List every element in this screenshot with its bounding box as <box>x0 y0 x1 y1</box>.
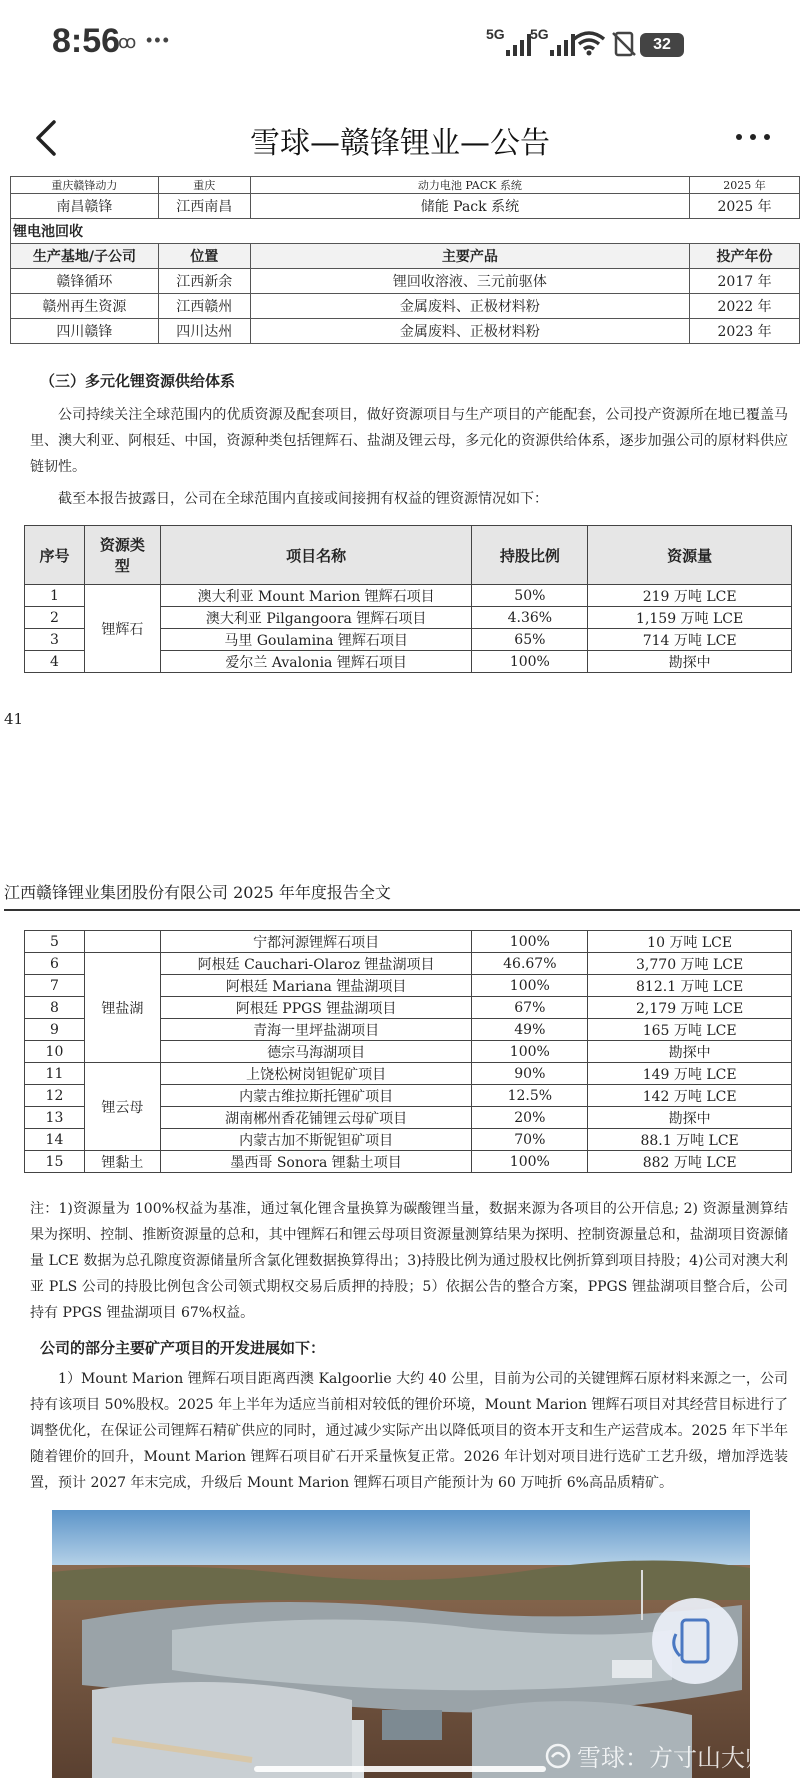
table-cell: 内蒙古维拉斯托锂矿项目 <box>160 1085 472 1107</box>
table-cell: 勘探中 <box>588 651 792 673</box>
table-cell: 2 <box>25 607 85 629</box>
table-cell: 13 <box>25 1107 85 1129</box>
table-cell: 2022 年 <box>690 294 800 319</box>
column-header: 主要产品 <box>250 244 689 269</box>
wifi-icon <box>572 30 606 56</box>
table-cell: 9 <box>25 1019 85 1041</box>
battery-icon: 32 <box>640 33 684 57</box>
resource-type-cell: 锂辉石 <box>84 585 160 673</box>
table-cell: 100% <box>472 1151 588 1173</box>
table-cell: 15 <box>25 1151 85 1173</box>
column-header: 项目名称 <box>160 526 472 585</box>
table-header-row <box>25 526 792 585</box>
table-cell: 149 万吨 LCE <box>588 1063 792 1085</box>
table-cell: 湖南郴州香花铺锂云母矿项目 <box>160 1107 472 1129</box>
table-row <box>25 1151 792 1173</box>
table-cell: 内蒙古加不斯铌钽矿项目 <box>160 1129 472 1151</box>
table-cell: 爱尔兰 Avalonia 锂辉石项目 <box>160 651 472 673</box>
table-cell: 11 <box>25 1063 85 1085</box>
table-cell: 马里 Goulamina 锂辉石项目 <box>160 629 472 651</box>
resource-table <box>24 525 792 673</box>
table-cell: 7 <box>25 975 85 997</box>
table-cell: 12 <box>25 1085 85 1107</box>
table-cell: 3 <box>25 629 85 651</box>
table-cell: 阿根廷 PPGS 锂盐湖项目 <box>160 997 472 1019</box>
resource-type-cell: 锂黏土 <box>84 1151 160 1173</box>
table-cell: 49% <box>472 1019 588 1041</box>
table-cell: 6 <box>25 953 85 975</box>
column-header: 位置 <box>158 244 250 269</box>
table-row <box>11 319 800 344</box>
table-row <box>11 269 800 294</box>
paragraph: 公司持续关注全球范围内的优质资源及配套项目，做好资源项目与生产项目的产能配套，公司投产资源所在地已覆盖马里、澳大利亚、阿根廷、中国，资源种类包括锂辉石、盐湖及锂云母，多元化的资源供给体系，逐步加强公司的原材料供应链韧性。 <box>30 407 788 475</box>
table-cell: 142 万吨 LCE <box>588 1085 792 1107</box>
table-header-row <box>11 244 800 269</box>
table-cell: 澳大利亚 Mount Marion 锂辉石项目 <box>160 585 472 607</box>
watermark <box>545 1738 793 1773</box>
table-cell: 812.1 万吨 LCE <box>588 975 792 997</box>
table-cell: 10 万吨 LCE <box>588 931 792 953</box>
table-cell: 46.67% <box>472 953 588 975</box>
column-header: 序号 <box>25 526 85 585</box>
table-cell: 1 <box>25 585 85 607</box>
status-time: 8:56 <box>52 22 121 60</box>
document-header: 江西赣锋锂业集团股份有限公司 2025 年年度报告全文 <box>4 880 800 911</box>
table-cell: 100% <box>472 975 588 997</box>
table-cell: 储能 Pack 系统 <box>250 194 689 219</box>
table-cell: 阿根廷 Mariana 锂盐湖项目 <box>160 975 472 997</box>
table-cell: 8 <box>25 997 85 1019</box>
network-5g-label-1: 5G <box>486 26 505 42</box>
table-cell: 1,159 万吨 LCE <box>588 607 792 629</box>
table-cell: 67% <box>472 997 588 1019</box>
table-row <box>25 953 792 975</box>
table-cell: 100% <box>472 931 588 953</box>
more-notifications-icon: ••• <box>146 30 171 50</box>
table-cell: 4 <box>25 651 85 673</box>
table-cell: 宁都河源锂辉石项目 <box>160 931 472 953</box>
status-bar <box>0 0 800 92</box>
table-cell: 100% <box>472 1041 588 1063</box>
table-cell: 四川达州 <box>158 319 250 344</box>
paragraph: 截至本报告披露日，公司在全球范围内直接或间接拥有权益的锂资源情况如下： <box>58 491 548 507</box>
column-header: 生产基地/子公司 <box>11 244 159 269</box>
table-cell: 赣锋循环 <box>11 269 159 294</box>
table-cell: 重庆 <box>158 177 250 194</box>
table-cell: 上饶松树岗钽铌矿项目 <box>160 1063 472 1085</box>
table-cell: 100% <box>472 651 588 673</box>
table-row <box>11 177 800 194</box>
table-cell: 88.1 万吨 LCE <box>588 1129 792 1151</box>
table-cell: 90% <box>472 1063 588 1085</box>
table-cell: 5 <box>25 931 85 953</box>
table-cell: 江西新余 <box>158 269 250 294</box>
table-cell: 重庆赣锋动力 <box>11 177 159 194</box>
table-cell: 50% <box>472 585 588 607</box>
column-header: 投产年份 <box>690 244 800 269</box>
table-cell: 882 万吨 LCE <box>588 1151 792 1173</box>
table-cell: 澳大利亚 Pilgangoora 锂辉石项目 <box>160 607 472 629</box>
table-cell: 2025 年 <box>690 177 800 194</box>
no-sim-icon <box>610 30 638 58</box>
table-cell: 714 万吨 LCE <box>588 629 792 651</box>
table-cell: 10 <box>25 1041 85 1063</box>
table-cell: 14 <box>25 1129 85 1151</box>
table-cell: 勘探中 <box>588 1107 792 1129</box>
table-row <box>11 194 800 219</box>
table-cell: 2,179 万吨 LCE <box>588 997 792 1019</box>
table-cell: 德宗马海湖项目 <box>160 1041 472 1063</box>
table-row <box>11 294 800 319</box>
table-cell: 2017 年 <box>690 269 800 294</box>
section-label-recycling: 锂电池回收 <box>11 219 800 244</box>
table-row <box>25 1063 792 1085</box>
resource-table-continued <box>24 930 792 1173</box>
table-cell: 65% <box>472 629 588 651</box>
table-row <box>25 931 792 953</box>
section-heading: （三）多元化锂资源供给体系 <box>40 372 236 390</box>
paragraph: 1）Mount Marion 锂辉石项目距离西澳 Kalgoorlie 大约 40 公里，目前为公司的关键锂辉石原材料来源之一，公司持有该项目 50%股权。2025 年上半年为适应当前相对较低的锂价环境，Mount Marion 锂辉石项目对其经营目标进行了调整优化，在保证公司锂辉石精矿供应的同时，通过减少实际产出以降低项目的资本开支和生产运营成本。2025 年下半年随着锂价的回升，Mount Marion 锂辉石项目矿石开采量恢复正常。2026 年计划对项目进行选矿工艺升级，增加浮选装置，预计 2027 年末完成，升级后 Mount Marion 锂辉石项目产能预计为 60 万吨折 6%高品质精矿。 <box>30 1371 788 1491</box>
progress-subheading: 公司的部分主要矿产项目的开发进展如下： <box>40 1339 326 1357</box>
table-cell: 2023 年 <box>690 319 800 344</box>
network-5g-label-2: 5G <box>530 26 549 42</box>
table-cell: 赣州再生资源 <box>11 294 159 319</box>
table-cell: 南昌赣锋 <box>11 194 159 219</box>
table-cell: 2025 年 <box>690 194 800 219</box>
signal-icon-1 <box>506 32 531 56</box>
table-section-row <box>11 219 800 244</box>
table-cell: 219 万吨 LCE <box>588 585 792 607</box>
resource-type-cell: 锂云母 <box>84 1063 160 1151</box>
table-cell: 4.36% <box>472 607 588 629</box>
production-table-top <box>10 176 800 344</box>
table-cell: 江西赣州 <box>158 294 250 319</box>
table-row <box>25 585 792 607</box>
more-options-button[interactable] <box>728 122 778 152</box>
table-cell: 3,770 万吨 LCE <box>588 953 792 975</box>
table-cell: 勘探中 <box>588 1041 792 1063</box>
watermark-text: 雪球：方寸山大师兄 <box>577 1744 793 1772</box>
table-cell: 165 万吨 LCE <box>588 1019 792 1041</box>
table-cell: 阿根廷 Cauchari-Olaroz 锂盐湖项目 <box>160 953 472 975</box>
column-header: 资源量 <box>588 526 792 585</box>
table-cell: 金属废料、正极材料粉 <box>250 294 689 319</box>
table-cell: 墨西哥 Sonora 锂黏土项目 <box>160 1151 472 1173</box>
resource-type-cell <box>84 931 160 953</box>
table-cell: 12.5% <box>472 1085 588 1107</box>
column-header: 资源类型 <box>84 526 160 585</box>
table-cell: 金属废料、正极材料粉 <box>250 319 689 344</box>
table-cell: 动力电池 PACK 系统 <box>250 177 689 194</box>
snowball-logo-icon <box>545 1743 571 1769</box>
resource-type-cell: 锂盐湖 <box>84 953 160 1063</box>
table-cell: 江西南昌 <box>158 194 250 219</box>
phone-rotate-icon <box>652 1598 738 1684</box>
column-header: 持股比例 <box>472 526 588 585</box>
table-cell: 青海一里坪盐湖项目 <box>160 1019 472 1041</box>
sync-icon: ꝏ <box>118 32 137 52</box>
table-cell: 70% <box>472 1129 588 1151</box>
table-cell: 20% <box>472 1107 588 1129</box>
page-number: 41 <box>4 710 24 728</box>
page-title: 雪球—赣锋锂业—公告 <box>250 126 550 161</box>
table-cell: 锂回收溶液、三元前驱体 <box>250 269 689 294</box>
table-cell: 四川赣锋 <box>11 319 159 344</box>
table-footnote: 注：1)资源量为 100%权益为基准，通过氧化锂含量换算为碳酸锂当量，数据来源为各项目的公开信息; 2) 资源量测算结果为探明、控制、推断资源量的总和，其中锂辉石和锂云母项目资源量测算结果为探明、控制资源量总和，盐湖项目资源储量 LCE 数据为总孔隙度资源储量所含氯化锂数据换算得出；3)持股比例为通过股权比例折算到项目持股；4)公司对澳大利亚 PLS 公司的持股比例包含公司领式期权交易后质押的持股；5）依据公告的整合方案，PPGS 锂盐湖项目整合后，公司持有 PPGS 锂盐湖项目 67%权益。 <box>30 1201 788 1321</box>
home-indicator[interactable] <box>254 1766 546 1772</box>
share-floating-button[interactable] <box>652 1598 738 1684</box>
